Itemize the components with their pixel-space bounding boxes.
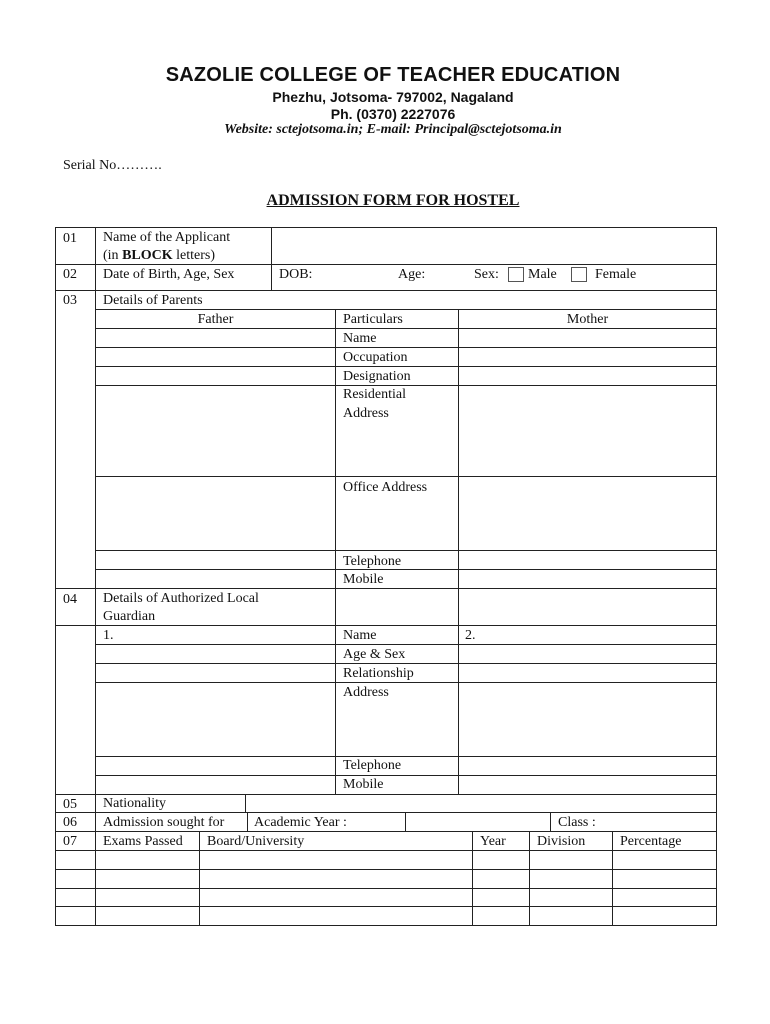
female-checkbox[interactable] — [571, 267, 587, 282]
guardian-telephone: Telephone — [343, 758, 402, 773]
table-divider — [529, 831, 530, 926]
table-divider — [612, 831, 613, 926]
table-divider — [95, 644, 717, 645]
table-divider — [271, 227, 272, 291]
college-address: Phezhu, Jotsoma- 797002, Nagaland — [272, 89, 514, 105]
table-divider — [55, 888, 717, 889]
academic-year-field[interactable] — [407, 813, 549, 830]
father-column-header: Father — [197, 312, 234, 327]
table-divider — [95, 550, 717, 551]
table-border — [55, 227, 56, 926]
parents-details-label: Details of Parents — [103, 293, 203, 308]
age-label: Age: — [398, 267, 426, 282]
particular-occupation: Occupation — [343, 350, 408, 365]
exams-passed-header: Exams Passed — [103, 834, 183, 849]
applicant-name-label: Name of the Applicant — [103, 230, 231, 245]
applicant-name-sublabel: (in BLOCK letters) — [103, 248, 216, 263]
table-divider — [55, 869, 717, 870]
row-number: 02 — [63, 267, 77, 282]
particular-address: Address — [343, 406, 389, 421]
guardian-details-label-2: Guardian — [103, 609, 156, 624]
female-label: Female — [595, 267, 637, 282]
male-label: Male — [528, 267, 557, 282]
board-university-header: Board/University — [207, 834, 305, 849]
table-divider — [55, 588, 717, 589]
nationality-field[interactable] — [247, 795, 715, 811]
row-number: 01 — [63, 231, 77, 246]
row-number: 07 — [63, 834, 77, 849]
table-divider — [95, 756, 717, 757]
table-divider — [405, 812, 406, 831]
table-divider — [95, 663, 717, 664]
applicant-name-field[interactable] — [273, 229, 715, 263]
nationality-label: Nationality — [103, 796, 166, 811]
guardian-2-label: 2. — [465, 628, 476, 643]
academic-year-label: Academic Year : — [254, 815, 347, 830]
particular-residential: Residential — [343, 387, 406, 402]
year-header: Year — [480, 834, 506, 849]
guardian-details-label: Details of Authorized Local — [103, 591, 259, 606]
particular-mobile: Mobile — [343, 572, 384, 587]
table-divider — [95, 476, 717, 477]
row-number: 04 — [63, 592, 77, 607]
table-divider — [55, 290, 717, 291]
sex-label: Sex: — [474, 267, 499, 282]
serial-number-label: Serial No………. — [63, 158, 162, 173]
table-divider — [458, 625, 459, 794]
mother-column-header: Mother — [566, 312, 609, 327]
row-number: 06 — [63, 815, 77, 830]
table-divider — [247, 812, 248, 831]
male-checkbox[interactable] — [508, 267, 524, 282]
guardian-relationship: Relationship — [343, 666, 414, 681]
guardian-mobile: Mobile — [343, 777, 384, 792]
particular-telephone: Telephone — [343, 554, 402, 569]
form-title: ADMISSION FORM FOR HOSTEL — [266, 192, 520, 209]
table-border — [55, 925, 717, 926]
college-phone: Ph. (0370) 2227076 — [330, 106, 456, 122]
guardian-address: Address — [343, 685, 389, 700]
table-divider — [335, 309, 336, 625]
dob-label: DOB: — [279, 267, 313, 282]
college-website-email: Website: sctejotsoma.in; E-mail: Principal@sctejotsoma.in — [224, 122, 562, 137]
particular-designation: Designation — [343, 369, 411, 384]
table-divider — [458, 309, 459, 625]
row-number: 03 — [63, 293, 77, 308]
table-divider — [245, 794, 246, 813]
table-divider — [95, 227, 96, 926]
guardian-name: Name — [343, 628, 377, 643]
table-border — [716, 227, 717, 926]
table-divider — [199, 831, 200, 926]
table-divider — [95, 569, 717, 570]
particular-office-address: Office Address — [343, 480, 428, 495]
table-divider — [472, 831, 473, 926]
dob-age-sex-label: Date of Birth, Age, Sex — [103, 267, 235, 282]
table-border — [55, 227, 717, 228]
table-divider — [95, 347, 717, 348]
division-header: Division — [537, 834, 586, 849]
table-divider — [95, 775, 717, 776]
guardian-age-sex: Age & Sex — [343, 647, 406, 662]
table-divider — [335, 625, 336, 794]
percentage-header: Percentage — [620, 834, 682, 849]
admission-sought-label: Admission sought for — [103, 815, 225, 830]
class-label: Class : — [558, 815, 596, 830]
particular-name: Name — [343, 331, 377, 346]
table-divider — [550, 812, 551, 831]
guardian-1-label: 1. — [103, 628, 114, 643]
table-divider — [55, 906, 717, 907]
particulars-column-header: Particulars — [343, 312, 403, 327]
college-name: SAZOLIE COLLEGE OF TEACHER EDUCATION — [165, 64, 621, 86]
row-number: 05 — [63, 797, 77, 812]
